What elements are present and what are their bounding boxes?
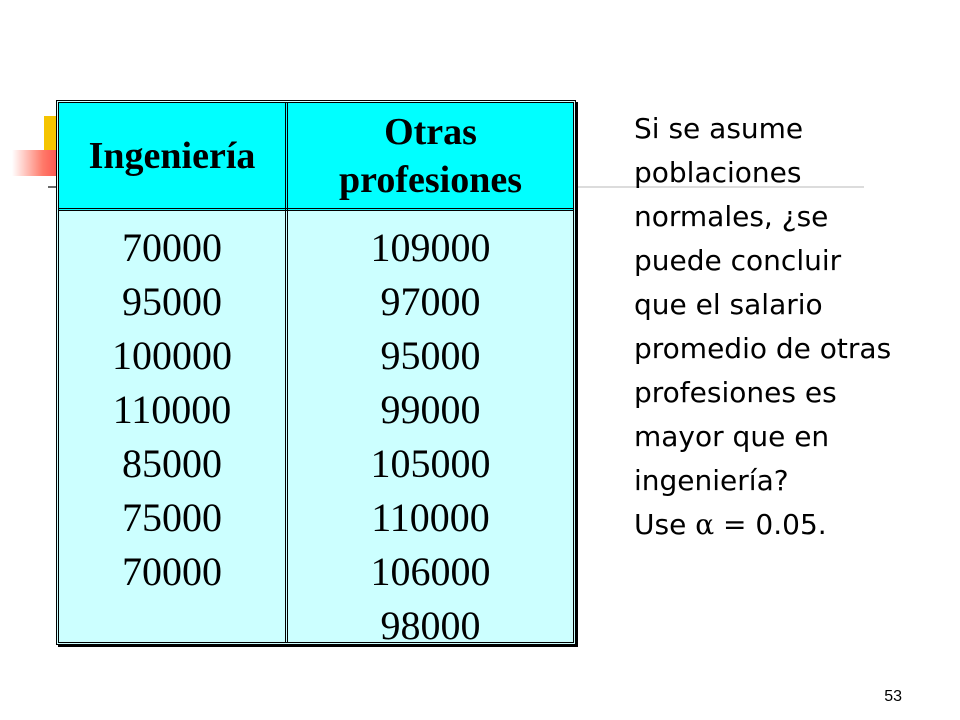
- table-cell: 85000: [122, 441, 222, 486]
- salary-table: [56, 100, 576, 648]
- table-cell: 98000: [380, 603, 481, 648]
- alpha-symbol: α: [695, 508, 715, 541]
- table-cell: 106000: [370, 549, 491, 594]
- table-cell: 105000: [370, 441, 491, 486]
- table-cell: 95000: [122, 279, 222, 324]
- table-cell: 99000: [380, 387, 481, 432]
- table-cell: 100000: [112, 333, 232, 378]
- table-cell: 110000: [112, 387, 232, 432]
- table-cell: 110000: [371, 495, 490, 540]
- question-text: Si se asume poblaciones normales, ¿se puede concluir que el salario promedio de otras profesiones es mayor que en ingeniería?: [634, 112, 892, 497]
- column-otras-profesiones: [288, 221, 573, 653]
- table-cell: 70000: [122, 549, 222, 594]
- use-label: Use: [634, 508, 687, 541]
- column-ingenieria: [59, 221, 285, 599]
- header-otras-profesiones: Otras profesiones: [339, 110, 522, 201]
- table-cell: 97000: [380, 279, 481, 324]
- table-cell: 109000: [370, 225, 491, 270]
- question-text-block: [634, 107, 894, 547]
- table-header-row: [59, 103, 573, 211]
- header-ingenieria: Ingeniería: [88, 134, 256, 177]
- page-number: 53: [884, 688, 902, 705]
- alpha-value: = 0.05.: [723, 508, 827, 541]
- table-cell: 95000: [380, 333, 481, 378]
- table-cell: 75000: [122, 495, 222, 540]
- table-cell: 70000: [122, 225, 222, 270]
